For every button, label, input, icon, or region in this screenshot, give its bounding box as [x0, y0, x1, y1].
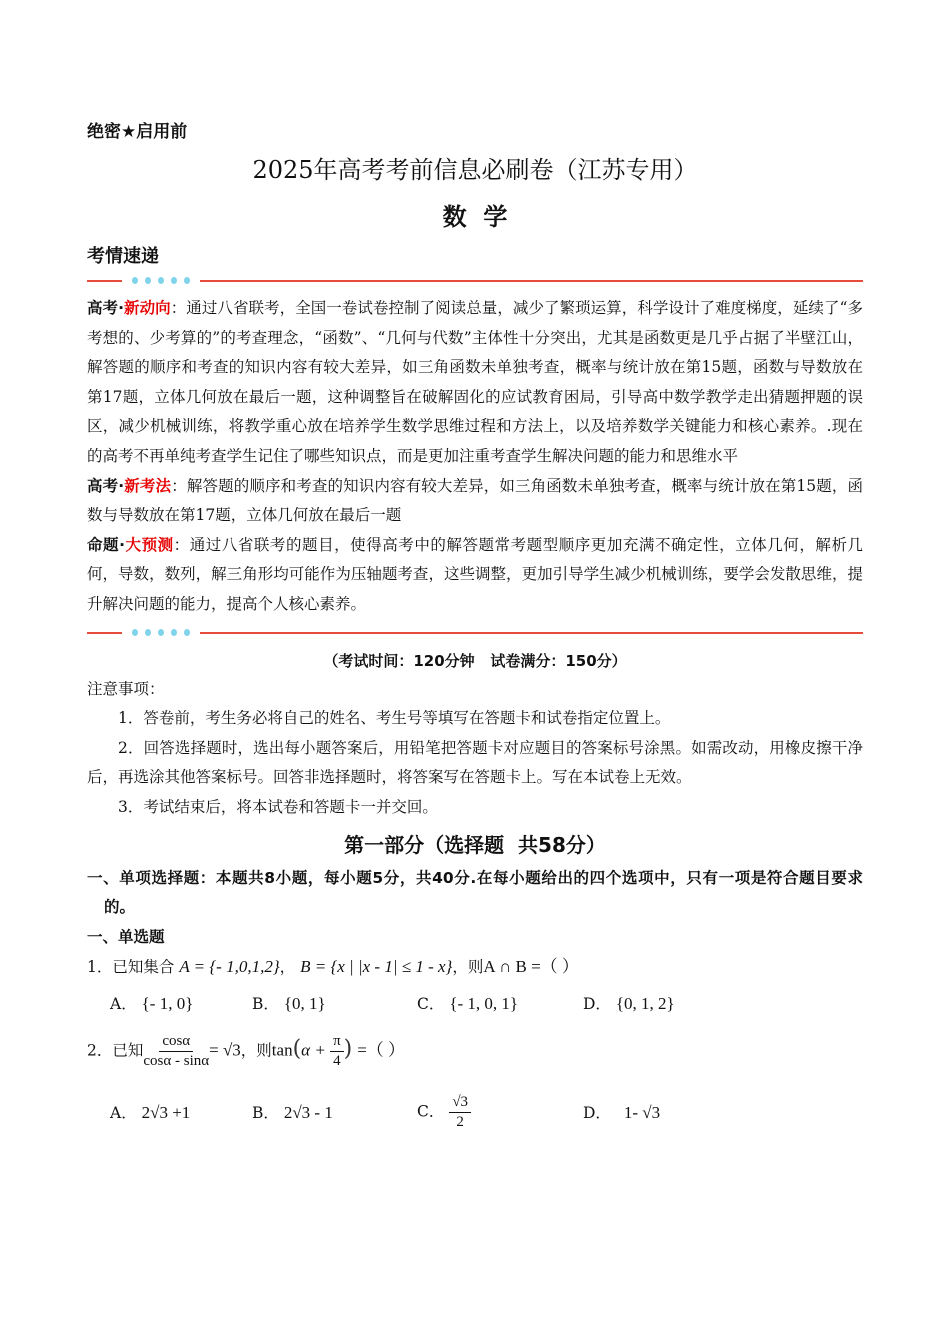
q2-options: [87, 1093, 863, 1132]
option-c[interactable]: C． $\frac{√3}{2}$: [417, 1093, 583, 1132]
question-1: 1．已知集合 A = {- 1,0,1,2}， B = {x | |x - 1| ≤ 1 - x}，则A ∩ B =（ ）: [87, 956, 579, 976]
divider: [87, 628, 863, 638]
notice: 注意事项： 1．答卷前，考生务必将自己的姓名、考生号等填写在答题卡和试卷指定位置上。 2．回答选择题时，选出每小题答案后，用铅笔把答题卡对应题目的答案标号涂黑。如需改动，用橡皮擦干净后，再选涂其他答案标号。回答非选择题时，将答案写在答题卡上。写在本试卷上无效。 3．考试结束后，将本试卷和答题卡一并交回。: [87, 679, 863, 816]
q1-options: [87, 992, 863, 1014]
option-b[interactable]: B． 2√3 - 1: [252, 1103, 333, 1123]
option-c[interactable]: C． {- 1, 0, 1}: [417, 993, 519, 1013]
confidential-label: 绝密★启用前: [87, 122, 188, 142]
option-b[interactable]: B． {0, 1}: [252, 993, 326, 1013]
section-heading: 考情速递: [87, 246, 159, 267]
option-d[interactable]: D． {0, 1, 2}: [583, 993, 675, 1013]
divider: [87, 276, 863, 286]
block-new-method: 高考·新考法：解答题的顺序和考查的知识内容有较大差异，如三角函数未单独考查，概率与统计放在第15题，函数与导数放在第17题，立体几何放在最后一题: [87, 476, 863, 525]
subject-title: 数 学: [442, 203, 508, 231]
option-a[interactable]: A． {- 1, 0}: [110, 993, 194, 1013]
block-prediction: 命题·大预测：通过八省联考的题目，使得高考中的解答题常考题型顺序更加充满不确定性，立体几何，解析几何，导数，数列，解三角形均可能作为压轴题考查，这些调整，更加引导学生减少机械训练，要学会发散思维，提升解决问题的能力，提高个人核心素养。: [87, 535, 863, 613]
part-title: 第一部分（选择题 共58分）: [344, 832, 606, 857]
page-title: 2025年高考考前信息必刷卷（江苏专用）: [252, 156, 698, 184]
section-instructions: 一、单项选择题：本题共8小题，每小题5分，共40分.在每小题给出的四个选项中，只有一项是符合题目要求的。: [87, 868, 863, 917]
block-new-trend: 高考·新动向：通过八省联考，全国一卷试卷控制了阅读总量，减少了繁琐运算，科学设计了难度梯度，延续了“多考想的、少考算的”的考查理念，“函数”、“几何与代数”主体性十分突出，尤其是函数更是几乎占据了半壁江山，解答题的顺序和考查的知识内容有较大差异，如三角函数未单独考查，概率与统计放在第15题，函数与导数放在第17题，立体几何放在最后一题，这种调整旨在破解固化的应试教育困局，引导高中数学教学走出猜题押题的误区，减少机械训练，将教学重心放在培养学生数学思维过程和方法上，以及培养数学关键能力和核心素养。.现在的高考不再单纯考查学生记住了哪些知识点，而是更加注重考查学生解决问题的能力和思维水平: [87, 299, 863, 465]
exam-info: （考试时间：120分钟 试卷满分：150分）: [323, 651, 627, 670]
option-d[interactable]: D． 1- √3: [583, 1103, 661, 1123]
option-a[interactable]: A． 2√3 +1: [110, 1103, 191, 1123]
subsection-title: 一、单选题: [87, 927, 165, 946]
question-2: 2．已知 $\frac{\cos\alpha}{\cos\alpha - \sin\alpha}$ = √3，则tan(α + $\frac{\pi}{4}$ ) =（ ）: [87, 1032, 406, 1069]
fraction: $\frac{\cos\alpha}{\cos\alpha - \sin\alpha}$: [143, 1032, 210, 1069]
